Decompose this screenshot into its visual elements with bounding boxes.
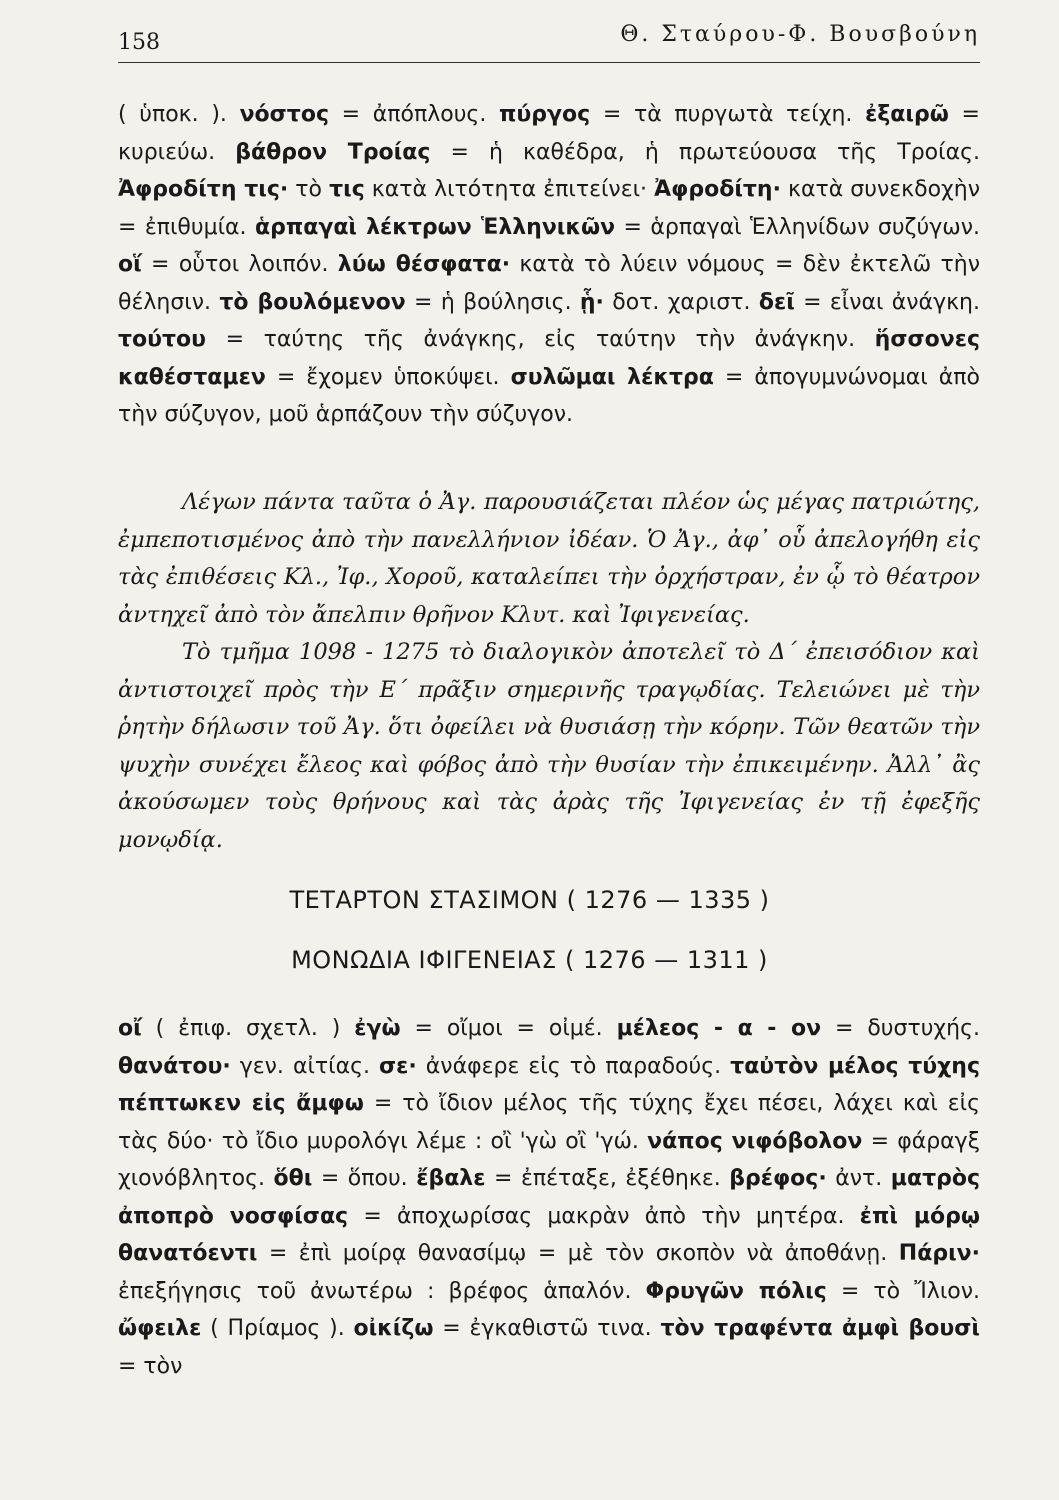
gloss-headword: ὤφειλε xyxy=(118,1316,202,1341)
gloss-headword: τὸν τραφέντα ἀμφὶ βουσὶ xyxy=(660,1316,980,1341)
gloss-headword: Ἀφροδίτη τις· xyxy=(118,177,289,202)
gloss-definition: = ἡ βούλησις. xyxy=(405,289,580,315)
gloss-headword: δεῖ xyxy=(758,289,795,315)
gloss-headword: τις xyxy=(329,177,365,202)
gloss-definition: κατὰ συνεκδοχὴν = ἐπιθυμία. xyxy=(118,177,980,240)
gloss-definition: = τὸν xyxy=(118,1353,183,1379)
gloss-headword: ὅθι xyxy=(273,1166,313,1191)
gloss-headword: θανάτου· xyxy=(118,1053,231,1079)
gloss-headword: ἐγὼ xyxy=(354,1016,401,1041)
gloss-definition: = ἡ καθέδρα, ἡ πρωτεύουσα τῆς Τροίας. xyxy=(430,139,980,165)
gloss-headword: βάθρον Τροίας xyxy=(235,139,431,165)
commentary-paragraph-2: Τὸ τμῆμα 1098 - 1275 τὸ διαλογικὸν ἀποτελεῖ τὸ Δ΄ ἐπεισόδιον καὶ ἀντιστοιχεῖ πρὸς τὴν Ε΄ πρᾶξιν σημερινῆς τραγῳδίας. Τελειώνει μὲ τὴν ῥητὴν δήλωσιν τοῦ Ἀγ. ὅτι ὀφείλει νὰ θυσιάσῃ τὴν κόρην. Τῶν θεατῶν τὴν ψυχὴν συνέχει ἔλεος καὶ φόβος ἀπὸ τὴν θυσίαν τὴν ἐπικειμένην. Ἀλλ᾽ ἂς ἀκούσωμεν τοὺς θρήνους καὶ τὰς ἀρὰς τῆς Ἰφιγενείας ἐν τῇ ἐφεξῆς μονῳδίᾳ. xyxy=(118,639,980,853)
gloss-definition: = ταύτης τῆς ἀνάγκης, εἰς ταύτην τὴν ἀνάγκην. xyxy=(206,327,875,352)
gloss-definition: ἀντ. xyxy=(826,1166,891,1191)
gloss-definition: = τὰ πυργωτὰ τείχη. xyxy=(590,102,866,127)
commentary-paragraph-1: Λέγων πάντα ταῦτα ὁ Ἀγ. παρουσιάζεται πλέον ὡς μέγας πατριώτης, ἐμπεποτισμένος ἀπὸ τὴν πανελλήνιον ἰδέαν. Ὁ Ἀγ., ἀφ᾽ οὗ ἀπελογήθη εἰς τὰς ἐπιθέσεις Κλ., Ἰφ., Χοροῦ, καταλείπει τὴν ὀρχήστραν, ἐν ᾧ τὸ θέατρον ἀντηχεῖ ἀπὸ τὸν ἄπελπιν θρῆνον Κλυτ. καὶ Ἰφιγενείας. xyxy=(118,489,980,628)
gloss-definition: ( Πρίαμος ). xyxy=(201,1316,354,1341)
gloss-headword: ματρὸς ἀποπρὸ νοσφίσας xyxy=(118,1166,981,1229)
gloss-definition: = οὗτοι λοιπόν. xyxy=(141,252,338,277)
page-header xyxy=(118,22,980,63)
section-heading-stasimon: ΤΕΤΑΡΤΟΝ ΣΤΑΣΙΜΟΝ ( 1276 — 1335 ) xyxy=(289,886,770,914)
gloss-definition: κατὰ τὸ λύειν νόμους = δὲν ἐκτελῶ τὴν θέλησιν. xyxy=(118,252,981,315)
gloss-definition: = ἀπογυμνώνομαι ἀπὸ τὴν σύζυγον, μοῦ ἁρπάζουν τὴν σύζυγον. xyxy=(118,364,980,427)
gloss-definition: κατὰ λιτότητα ἐπιτείνει· xyxy=(364,177,655,202)
gloss-definition: = ἔχομεν ὑποκύψει. xyxy=(265,364,511,390)
gloss-definition: δοτ. χαριστ. xyxy=(603,289,759,315)
gloss-definition: ( ἐπιφ. σχετλ. ) xyxy=(141,1016,355,1041)
gloss-definition: = τὸ Ἴλιον. xyxy=(826,1278,981,1304)
gloss-headword: Φρυγῶν πόλις xyxy=(645,1278,827,1304)
gloss-headword: πύργος xyxy=(499,102,591,127)
section-heading-monody: ΜΟΝΩΔΙΑ ΙΦΙΓΕΝΕΙΑΣ ( 1276 — 1311 ) xyxy=(291,946,768,974)
gloss-definition: = φάραγξ χιονόβλητος. xyxy=(118,1128,980,1191)
gloss-definition: = ἐπέταξε, ἐξέθηκε. xyxy=(485,1166,730,1191)
gloss-headword: νόστος xyxy=(239,102,329,127)
gloss-headword: Ἀφροδίτη· xyxy=(654,177,781,202)
glossary-paragraph-2 xyxy=(118,1010,980,1385)
gloss-definition: = εἶναι ἀνάγκη. xyxy=(794,289,980,315)
gloss-definition: = δυστυχής. xyxy=(821,1016,980,1041)
gloss-definition: = οἴμοι = οἰμέ. xyxy=(400,1016,617,1041)
running-head: Θ. Σταύρου-Φ. Βουσβούνη xyxy=(620,22,980,47)
gloss-headword: μέλεος - α - ον xyxy=(616,1016,822,1041)
gloss-definition: = ἁρπαγαὶ Ἑλληνίδων συζύγων. xyxy=(615,214,980,240)
page-number: 158 xyxy=(118,30,160,55)
gloss-definition: = ἀποχωρίσας μακρὰν ἀπὸ τὴν μητέρα. xyxy=(348,1203,860,1229)
gloss-headword: οἰκίζω xyxy=(353,1316,434,1341)
gloss-headword: οἴ xyxy=(118,1016,142,1041)
gloss-headword: ἐπὶ μόρῳ θανατόεντι xyxy=(118,1203,981,1266)
gloss-definition: τὸ xyxy=(288,177,330,202)
gloss-definition: = ἐγκαθιστῶ τινα. xyxy=(433,1316,661,1341)
gloss-definition: = ἐπὶ μοίρᾳ θανασίμῳ = μὲ τὸν σκοπὸν νὰ ἀποθάνῃ. xyxy=(257,1241,899,1266)
gloss-headword: βρέφος· xyxy=(729,1166,827,1191)
gloss-headword: Πάριν· xyxy=(898,1241,980,1266)
gloss-headword: συλῶμαι λέκτρα xyxy=(510,364,714,390)
gloss-definition: = ἀπόπλους. xyxy=(329,102,500,127)
gloss-definition: = κυριεύω. xyxy=(118,102,980,165)
gloss-headword: νάπος νιφόβολον xyxy=(647,1128,863,1154)
gloss-headword: τὸ βουλόμενον xyxy=(219,289,406,315)
gloss-definition: = ὅπου. xyxy=(312,1166,417,1191)
gloss-headword: ταὐτὸν μέλος τύχης πέπτωκεν εἰς ἄμφω xyxy=(118,1053,980,1116)
gloss-headword: οἵ xyxy=(118,252,142,277)
gloss-headword: ᾗ· xyxy=(579,289,604,315)
gloss-headword: ἁρπαγαὶ λέκτρων Ἑλληνικῶν xyxy=(254,214,616,240)
gloss-definition: ἀνάφερε εἰς τὸ παραδούς. xyxy=(416,1053,731,1079)
gloss-definition: ( ὑποκ. ). xyxy=(118,102,240,127)
glossary-paragraph-1 xyxy=(118,96,980,434)
gloss-headword: τούτου xyxy=(118,327,207,352)
gloss-headword: σε· xyxy=(379,1053,417,1079)
gloss-definition: ἐπεξήγησις τοῦ ἀνωτέρω : βρέφος ἁπαλόν. xyxy=(118,1278,646,1304)
gloss-headword: ἔβαλε xyxy=(416,1166,486,1191)
gloss-headword: ἐξαιρῶ xyxy=(865,102,949,127)
gloss-headword: ἥσσονες καθέσταμεν xyxy=(118,327,980,390)
gloss-definition: = τὸ ἴδιον μέλος τῆς τύχης ἔχει πέσει, λάχει καὶ εἰς τὰς δύο· τὸ ἴδιο μυρολόγι λέμε : οἲ 'γὼ οἲ 'γώ. xyxy=(118,1091,981,1154)
gloss-definition: γεν. αἰτίας. xyxy=(230,1053,380,1079)
gloss-headword: λύω θέσφατα· xyxy=(337,252,511,277)
